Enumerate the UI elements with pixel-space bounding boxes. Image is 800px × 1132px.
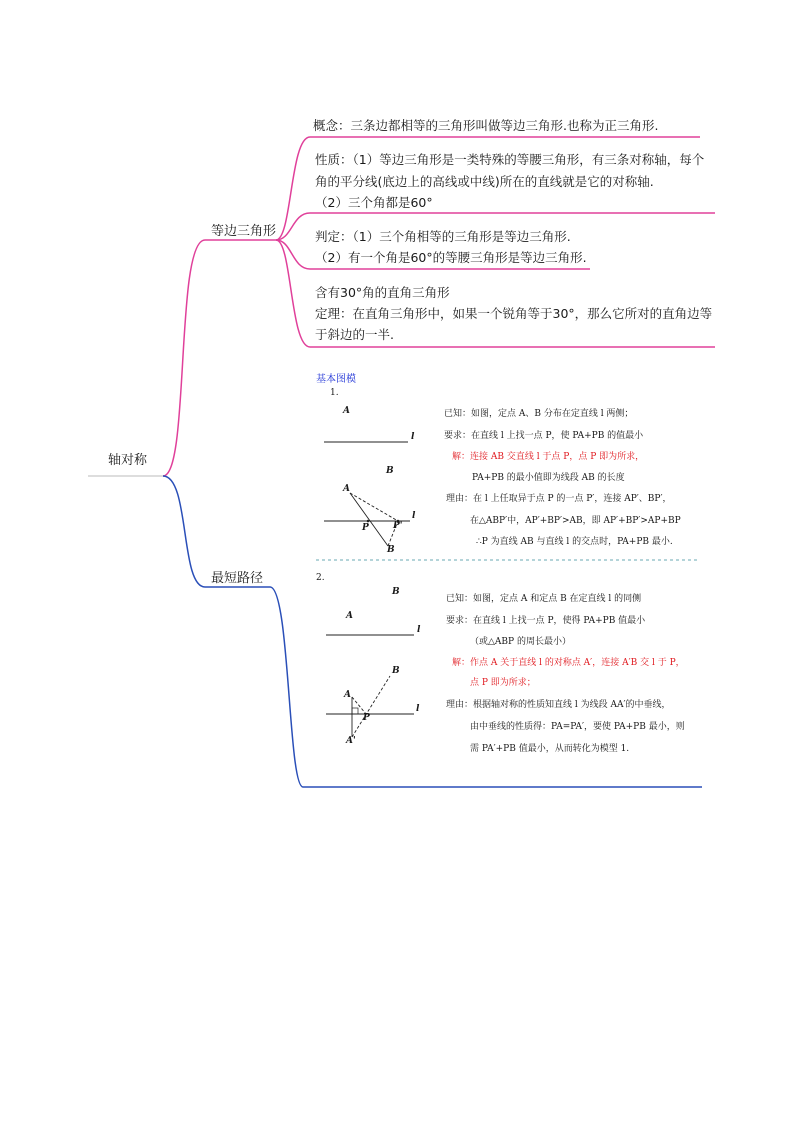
leaf-judge-2: （2）有一个角是60°的等腰三角形是等边三角形. xyxy=(315,250,587,265)
leaf-judge-1: 判定：（1）三个角相等的三角形是等边三角形. xyxy=(315,229,571,244)
m2-solution-2: 点 P 即为所求； xyxy=(470,678,536,688)
m2-solution-1: 解：作点 A 关于直线 l 的对称点 A′，连接 A′B 交 l 于 P， xyxy=(452,658,685,668)
m1-reason-2: 在△ABP′中，AP′+BP′>AB，即 AP′+BP′>AP+BP xyxy=(470,516,681,526)
m2-right-angle xyxy=(352,708,358,714)
m1-label-Pprime: P' xyxy=(393,521,403,531)
panel-title: 基本图模 xyxy=(316,374,356,385)
m1-label-l: l xyxy=(412,511,416,521)
leaf-special-3: 于斜边的一半. xyxy=(315,327,394,342)
m2-label-l: l xyxy=(416,704,420,714)
root-node[interactable]: 轴对称 xyxy=(108,453,148,468)
branch-shortest-label[interactable]: 最短路径 xyxy=(211,571,264,586)
leaf-property-3: （2）三个角都是60° xyxy=(315,195,433,210)
leaf-concept[interactable]: 概念：三条边都相等的三角形叫做等边三角形.也称为正三角形. xyxy=(313,118,659,133)
m1-label-A: A xyxy=(343,484,350,494)
m2-seg-AprimeB xyxy=(352,676,390,737)
m1-given: 已知：如图，定点 A、B 分布在定直线 l 两侧； xyxy=(444,409,634,419)
leaf-property-2: 角的平分线(底边上的高线或中线)所在的直线就是它的对称轴. xyxy=(315,174,654,189)
m2-label-l-top: l xyxy=(417,625,421,635)
connector-equilateral xyxy=(163,240,276,476)
m1-label-A-top: A xyxy=(343,406,350,416)
m2-label-B: B xyxy=(392,666,400,676)
m1-reason-3: ∴P 为直线 AB 与直线 l 的交点时，PA+PB 最小. xyxy=(476,537,673,547)
m2-requirement-1: 要求：在直线 l 上找一点 P，使得 PA+PB 值最小 xyxy=(446,616,646,626)
m2-label-A-top: A xyxy=(346,611,353,621)
leaf-property-1: 性质：（1）等边三角形是一类特殊的等腰三角形，有三条对称轴，每个 xyxy=(315,152,705,167)
m2-label-B-top: B xyxy=(392,587,400,597)
m2-requirement-2: （或△ABP 的周长最小） xyxy=(470,637,571,647)
m1-reason-1: 理由：在 l 上任取异于点 P 的一点 P′，连接 AP′、BP′， xyxy=(446,494,672,504)
m1-label-P: P xyxy=(362,523,369,533)
m1-label-l-top: l xyxy=(411,432,415,442)
m2-seg-AP xyxy=(352,697,366,714)
leaf-special-1: 含有30°角的直角三角形 xyxy=(315,285,450,300)
m2-label-P: P xyxy=(363,713,370,723)
m1-requirement: 要求：在直线 l 上找一点 P，使 PA+PB 的值最小 xyxy=(444,431,644,441)
m1-label-B: B xyxy=(387,545,395,555)
m1-seg-APprime xyxy=(350,493,398,521)
m1-seg-AB xyxy=(350,493,388,546)
m2-reason-2: 由中垂线的性质得：PA=PA′，要使 PA+PB 最小，则 xyxy=(470,722,685,732)
m1-label-B-top: B xyxy=(386,466,394,476)
m2-reason-1: 理由：根据轴对称的性质知直线 l 为线段 AA′的中垂线， xyxy=(446,700,671,710)
m2-given: 已知：如图，定点 A 和定点 B 在定直线 l 的同侧 xyxy=(446,594,642,604)
m1-point-P xyxy=(367,520,370,523)
m1-solution-1: 解：连接 AB 交直线 l 于点 P，点 P 即为所求， xyxy=(452,452,645,462)
m1-solution-2: PA+PB 的最小值即为线段 AB 的长度 xyxy=(472,473,625,483)
m1-number: 1. xyxy=(330,388,339,398)
m2-reason-3: 需 PA′+PB 值最小，从而转化为模型 1. xyxy=(470,744,630,754)
m2-number: 2. xyxy=(316,573,325,583)
leaf-special-2: 定理：在直角三角形中，如果一个锐角等于30°，那么它所对的直角边等 xyxy=(315,306,713,321)
m2-label-Aprime: A' xyxy=(346,736,356,746)
branch-equilateral-label[interactable]: 等边三角形 xyxy=(211,224,277,239)
m2-label-A: A xyxy=(344,690,351,700)
